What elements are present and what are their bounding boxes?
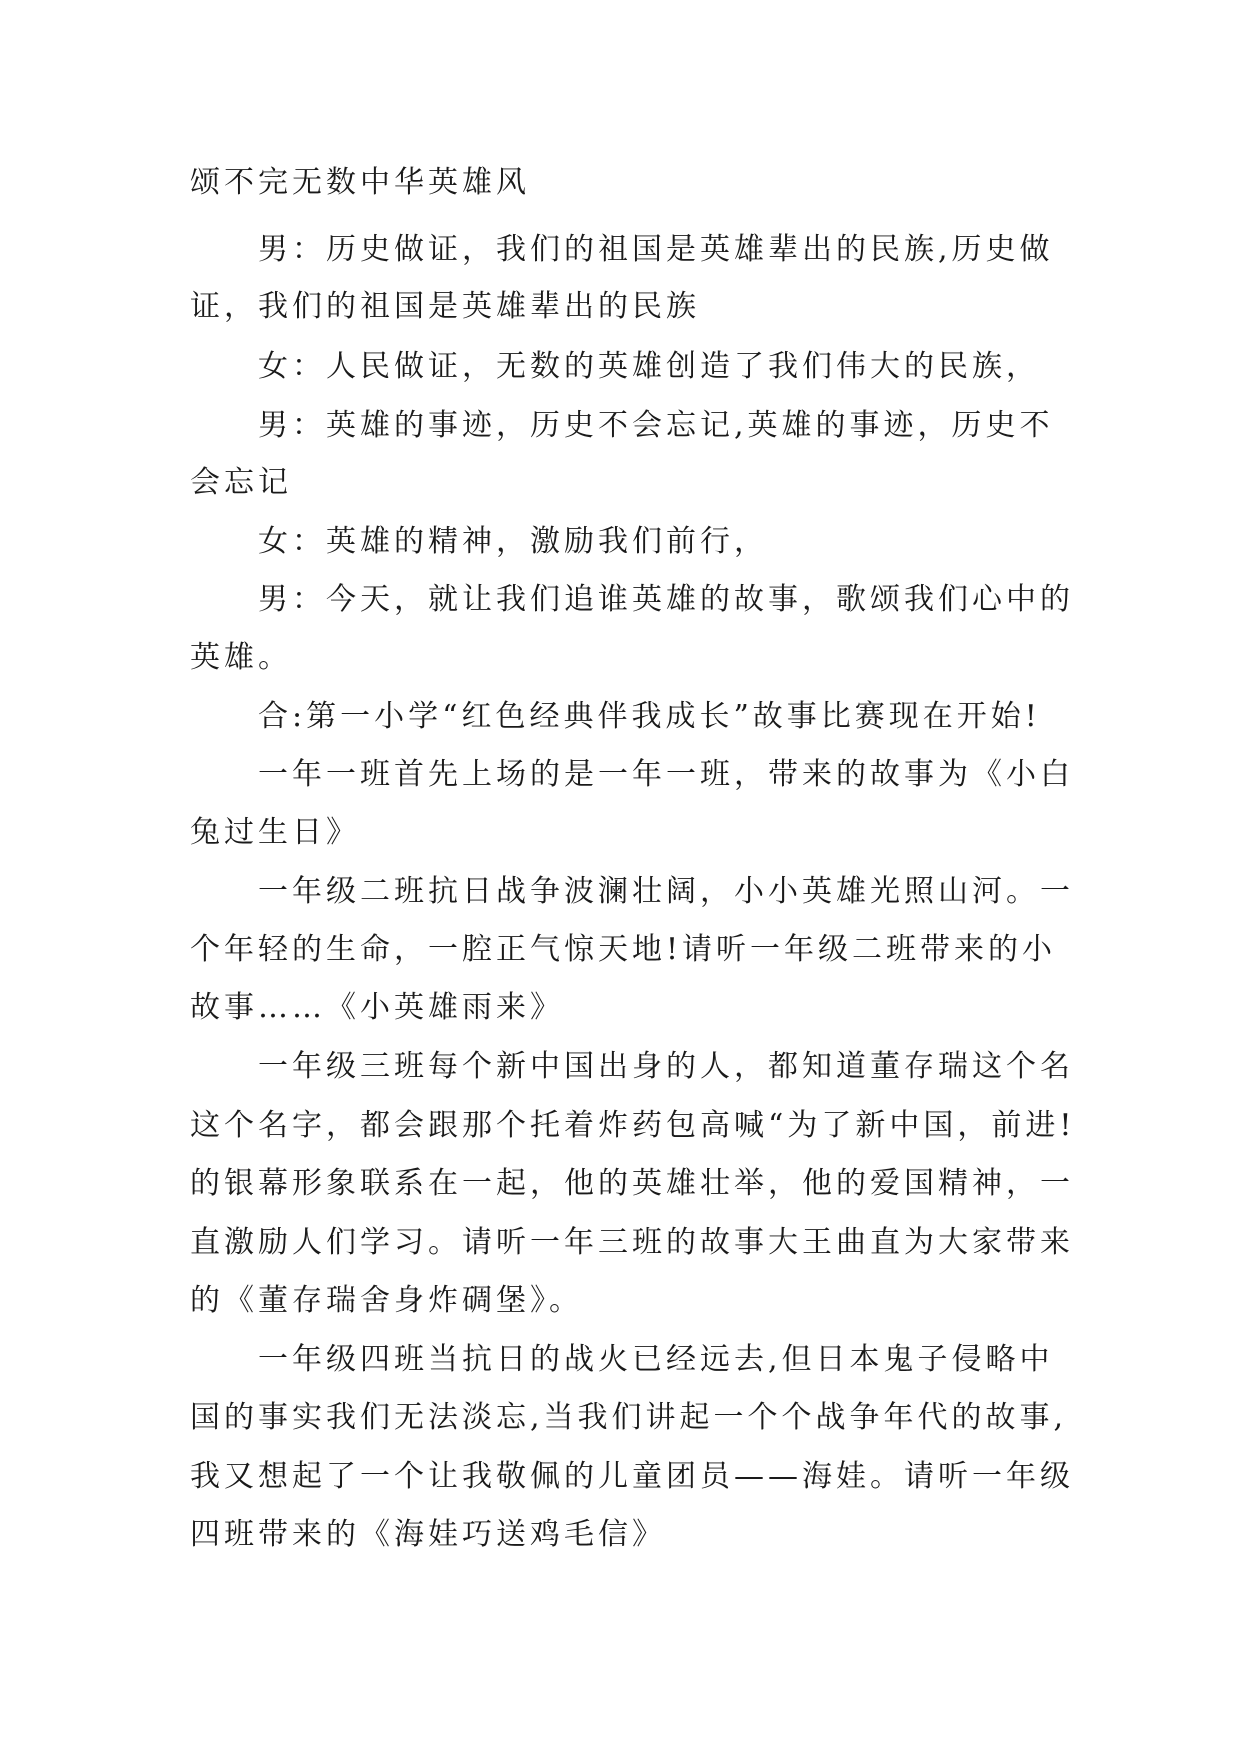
text-line: 女：英雄的精神，激励我们前行， <box>258 524 768 559</box>
text-line: 国的事实我们无法淡忘,当我们讲起一个个战争年代的故事, <box>190 1400 1068 1435</box>
text-line: 一年级二班抗日战争波澜壮阔，小小英雄光照山河。一 <box>258 874 1074 909</box>
text-line: 的银幕形象联系在一起，他的英雄壮举，他的爱国精神，一 <box>190 1166 1074 1201</box>
text-line: 颂不完无数中华英雄风 <box>190 165 530 200</box>
text-line: 四班带来的《海娃巧送鸡毛信》 <box>190 1517 666 1552</box>
text-line: 男：历史做证，我们的祖国是英雄辈出的民族,历史做 <box>258 232 1054 267</box>
text-line: 合:第一小学“红色经典伴我成长”故事比赛现在开始! <box>258 699 1041 734</box>
text-line: 直激励人们学习。请听一年三班的故事大王曲直为大家带来 <box>190 1225 1074 1260</box>
text-line: 一年一班首先上场的是一年一班，带来的故事为《小白 <box>258 757 1074 792</box>
text-line: 这个名字，都会跟那个托着炸药包高喊“为了新中国，前进! <box>190 1108 1076 1143</box>
text-line: 故事……《小英雄雨来》 <box>190 990 564 1025</box>
text-line: 兔过生日》 <box>190 815 360 850</box>
text-line: 证，我们的祖国是英雄辈出的民族 <box>190 289 700 324</box>
text-line: 一年级四班当抗日的战火已经远去,但日本鬼子侵略中 <box>258 1342 1054 1377</box>
text-line: 英雄。 <box>190 640 292 675</box>
text-line: 男：英雄的事迹，历史不会忘记,英雄的事迹，历史不 <box>258 408 1054 443</box>
text-line: 男：今天，就让我们追谁英雄的故事，歌颂我们心中的 <box>258 582 1074 617</box>
text-line: 会忘记 <box>190 465 292 500</box>
text-line: 女：人民做证，无数的英雄创造了我们伟大的民族， <box>258 349 1040 384</box>
text-line: 我又想起了一个让我敬佩的儿童团员——海娃。请听一年级 <box>190 1459 1074 1494</box>
text-line: 个年轻的生命，一腔正气惊天地!请听一年级二班带来的小 <box>190 932 1057 967</box>
text-line: 的《董存瑞舍身炸碉堡》。 <box>190 1283 583 1318</box>
text-line: 一年级三班每个新中国出身的人，都知道董存瑞这个名 <box>258 1049 1074 1084</box>
